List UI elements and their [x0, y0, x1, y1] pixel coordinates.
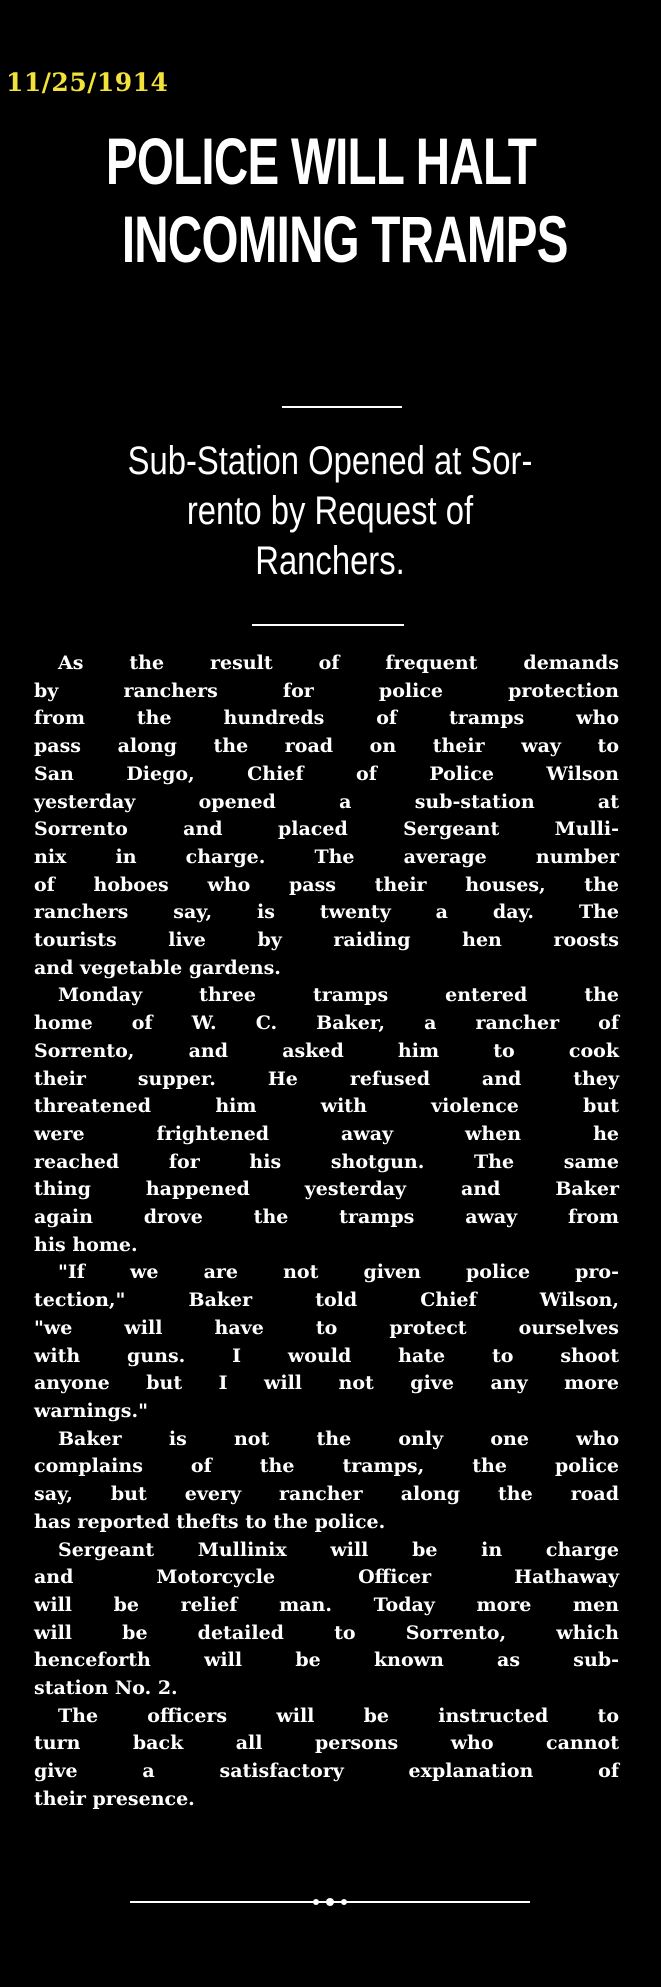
- article-line: San Diego, Chief of Police Wilson: [34, 762, 619, 785]
- article-line: tection," Baker told Chief Wilson,: [34, 1289, 619, 1312]
- article-line: from the hundreds of tramps who: [34, 707, 619, 730]
- article-line: again drove the tramps away from: [34, 1206, 619, 1229]
- headline-line-2: INCOMING TRAMPS: [121, 202, 568, 276]
- article-line: The officers will be instructed to: [58, 1704, 619, 1727]
- subheadline-divider: [252, 624, 404, 626]
- end-ornament: [130, 1895, 530, 1909]
- headline: [0, 124, 661, 276]
- article-line: ranchers say, is twenty a day. The: [34, 901, 619, 924]
- article-body: [34, 650, 619, 1814]
- article-line: and vegetable gardens.: [34, 956, 281, 979]
- article-line: home of W. C. Baker, a rancher of: [34, 1012, 619, 1035]
- subheadline-line-1: Sub-Station Opened at Sor-: [127, 439, 533, 483]
- headline-divider: [282, 406, 402, 408]
- article-line: their presence.: [34, 1787, 195, 1810]
- article-line: will be detailed to Sorrento, which: [34, 1621, 619, 1644]
- article-line: henceforth will be known as sub-: [34, 1649, 619, 1672]
- subheadline: [10, 436, 650, 586]
- subheadline-line-3: Ranchers.: [255, 539, 405, 583]
- article-line: Baker is not the only one who: [58, 1427, 619, 1450]
- article-line: Sorrento and placed Sergeant Mulli-: [34, 818, 619, 841]
- article-line: "If we are not given police pro-: [58, 1261, 619, 1284]
- article-line: yesterday opened a sub-station at: [34, 790, 619, 813]
- article-line: thing happened yesterday and Baker: [34, 1178, 619, 1201]
- article-line: Sergeant Mullinix will be in charge: [58, 1538, 619, 1561]
- article-line: tourists live by raiding hen roosts: [34, 929, 619, 952]
- article-line: Sorrento, and asked him to cook: [34, 1039, 619, 1062]
- article-line: his home.: [34, 1233, 138, 1256]
- article-line: their supper. He refused and they: [34, 1067, 619, 1090]
- article-line: by ranchers for police protection: [34, 679, 619, 702]
- article-line: pass along the road on their way to: [34, 735, 619, 758]
- article-line: As the result of frequent demands: [58, 652, 619, 674]
- article-line: threatened him with violence but: [34, 1095, 619, 1118]
- subheadline-line-2: rento by Request of: [186, 489, 474, 533]
- headline-line-1: POLICE WILL HALT: [105, 124, 537, 198]
- article-line: Monday three tramps entered the: [58, 984, 619, 1007]
- article-line: has reported thefts to the police.: [34, 1510, 386, 1533]
- article-line: and Motorcycle Officer Hathaway: [34, 1566, 619, 1589]
- date-stamp: 11/25/1914: [6, 68, 169, 97]
- article-line: with guns. I would hate to shoot: [34, 1344, 619, 1367]
- article-line: of hoboes who pass their houses, the: [34, 873, 619, 896]
- article-line: turn back all persons who cannot: [34, 1732, 619, 1755]
- article-line: were frightened away when he: [34, 1122, 619, 1145]
- article-line: "we will have to protect ourselves: [34, 1316, 619, 1339]
- article-line: warnings.": [34, 1399, 149, 1422]
- article-line: say, but every rancher along the road: [34, 1483, 619, 1506]
- article-line: will be relief man. Today more men: [34, 1593, 619, 1616]
- article-line: anyone but I will not give any more: [34, 1372, 619, 1395]
- article-line: reached for his shotgun. The same: [34, 1150, 619, 1173]
- article-line: complains of the tramps, the police: [34, 1455, 619, 1478]
- article-line: give a satisfactory explanation of: [34, 1760, 619, 1783]
- article-line: station No. 2.: [34, 1677, 178, 1700]
- article-line: nix in charge. The average number: [34, 845, 619, 868]
